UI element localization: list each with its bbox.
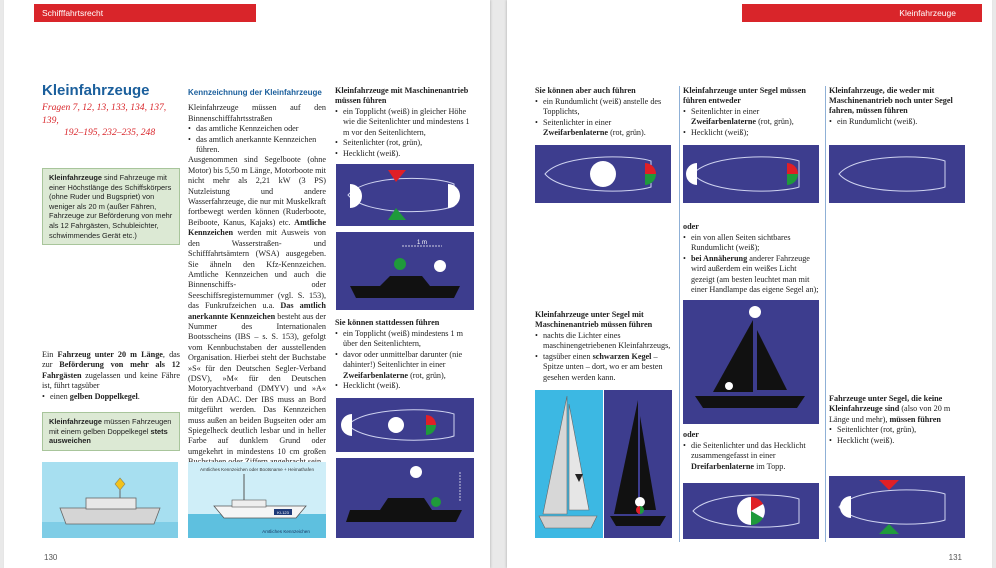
green-side-light [431,497,441,507]
definition-lead: Kleinfahrzeuge [49,173,102,182]
nosail-bullet: • ein Rundumlicht (weiß). [829,117,969,127]
bicolor-red-sector [426,415,436,425]
motorboat-sideview-1 [336,232,474,310]
marking-bullet: • das amtlich anerkannte Kennzeichen führen. [188,135,326,156]
bicolor-green-sector [426,425,436,435]
motorboat-sideview-2-svg [336,458,474,538]
boat-silhouette [350,276,460,298]
mainsail [713,320,753,392]
sail-or-bullet [683,254,821,296]
stern-light-sector [840,496,851,518]
large-sail-topview [829,476,965,538]
marking-bold-2: Das amtlich anerkannte Kennzeichen [188,301,326,321]
registration-illustration [188,462,326,538]
sail-heading: Kleinfahrzeuge unter Segel müssen führen entweder [683,86,806,105]
sail-topview-1 [683,145,819,203]
page-number: 130 [44,553,58,562]
yacht-hull [214,506,306,518]
yacht-cabin [232,500,266,507]
day-sailboat [535,390,603,538]
motor-heading: Kleinfahrzeuge mit Maschinenantrieb müssen führen [335,86,469,105]
sail-or-bullet-bold: bei Annäherung [691,253,748,263]
tricolor-bullet-bold: Dreifarbenlaterne [691,461,755,471]
tricolor-topview [683,483,819,539]
motorboat-topview-2 [336,398,474,452]
also-bullet-bold: Zweifarbenlaterne [543,128,609,138]
motorboat-topview-1-svg [336,164,474,226]
hull [695,396,805,408]
white-masthead-light [410,466,422,478]
large-sail-heading-2: müssen führen [889,414,941,424]
also-bullet-pre: Seitenlichter in einer [543,117,612,127]
question-references [42,102,178,139]
allround-topview [535,145,671,203]
ferry-text-3: zugelassen und keine Fähre ist, führt tagsüber [42,370,180,391]
sail-topview-1-svg [683,145,819,203]
large-sail-topview-svg [829,476,965,538]
ferry-bold-2: Beförderung von mehr als 12 Fahrgästen [42,360,180,380]
alt-heading: Sie können stattdessen führen [335,318,440,327]
hand-lamp-light [725,382,733,390]
yield-box [42,412,180,451]
definition-box [42,168,180,245]
marking-body-2: Ausgenommen sind Segelboote (ohne Motor) bis 5,50 m Länge, Motorboote mit nicht mehr als 2,21 kW (3 PS) Nutzleistung und andere Wasserfahrzeuge, die nur mit Muskelkraft fortbewegt werden können (Ruderboote, Beiboote, Kanus, Kajaks) etc. [188,155,326,227]
bicolor-red-sector [787,163,798,174]
ferry-text-1: Ein [42,350,58,359]
motorsail-bullet: • nachts die Lichter eines maschinengetriebenen Kleinfahrzeugs, [535,331,673,352]
night-sailboat [604,390,672,538]
sail-or-column [683,222,821,295]
dimension-label: 1 m [416,240,428,246]
column-divider [825,86,826,542]
motor-bullet: • Hecklicht (weiß). [335,149,473,159]
ferry-bold-1: Fahrzeug unter 20 m Länge [57,350,163,359]
also-heading: Sie können aber auch führen [535,86,636,95]
or-label: oder [683,222,699,231]
masthead-light [388,417,404,433]
portside-red-light [879,480,899,490]
also-column [535,86,673,139]
boat-silhouette [346,498,462,522]
alt-bullet-pre: davor oder unmittelbar darunter (nie dahinter!) Seitenlichter in einer [343,349,463,370]
allround-topview-svg [535,145,671,203]
motorboat-sideview-2 [336,458,474,538]
motor-column [335,86,473,159]
nosail-topview-svg [829,145,965,203]
starboard-green-light [879,524,899,534]
starboard-green-light [388,208,406,220]
ferry-bullet [42,392,180,402]
masthead-light [635,497,645,507]
mainsail [614,400,638,514]
sail-bullet-bold: Zweifarbenlaterne [691,117,757,127]
page-number: 131 [948,553,962,562]
stern-light-sector [686,163,697,185]
left-page [4,0,490,568]
allround-white-light [749,306,761,318]
registration-plate-text: KI-123 [277,509,289,515]
motorsail-heading: Kleinfahrzeuge unter Segel mit Maschinenantrieb müssen führen [535,310,653,329]
ferry-bullet-bold: gelben Doppelkegel [69,391,138,401]
sail-column [683,86,821,138]
hull [610,516,666,526]
motorboat-topview-1 [336,164,474,226]
also-bullet [535,118,673,139]
sail-bullet-pre: Seitenlichter in einer [691,107,760,116]
chapter-title: Kleinfahrzeuge [42,82,150,99]
motorsail-column [535,310,673,383]
hull [60,508,160,524]
masthead-light-sector [350,184,362,208]
night-sailboat-svg [604,390,672,538]
also-bullet-post: (rot, grün). [608,128,646,138]
running-header: Kleinfahrzeuge [742,4,982,22]
sail-or-bullet-post: anderer Fahrzeuge wird außerdem ein weißes Licht gezeigt (am besten leuchtet man mit einer Handlampe das eigene Segel an); [691,253,819,295]
motorsail-bullet-bold: schwarzen Kegel [592,351,652,361]
ferry-bullet-pre: einen [50,391,70,401]
tricolor-bullet-post: im Topp. [754,461,786,471]
alt-bullet-bold: Zweifarbenlaterne [343,370,409,380]
nosail-topview [829,145,965,203]
ferry-text-2: , das zur [42,350,180,370]
or-label: oder [683,430,699,439]
green-side-light [394,258,406,270]
question-references-line-2: 192–195, 232–235, 248 [64,127,156,139]
alt-bullet: • ein Topplicht (weiß) mindestens 1 m über den Seitenlichtern, [335,329,473,350]
jib [569,404,589,510]
tricolor-bullet-pre: die Seitenlichter und das Hecklicht zusammengefasst in einer [691,441,806,461]
large-sail-bullet: • Hecklicht (weiß). [829,436,969,446]
large-sail-note: (also von 20 m Länge und mehr), [829,404,951,424]
hull-outline [348,178,454,211]
bicolor-green-sector [645,174,656,185]
motor-bullet: • Seitenlichter (rot, grün), [335,138,473,148]
large-sail-bullet: • Seitenlichter (rot, grün), [829,425,969,435]
marking-body-4: besteht aus der Nummer des Internationalen Bootsscheins (IBS – s. S. 153), gefolgt vom Kennbuchstaben der ausstellenden Organisation. Hierbei steht der Buchstabe »S« für den Deutschen Segler-Verband (DSV), »M« für den Deutschen Motoryachtverband (DMYV) und »A« für den ADAC. Der IBS muss an Bord mitgeführt werden. Das Kennzeichen muss außen an beiden Bugseiten oder am Spiegelheck deutlich lesbar und in heller Farbe auf dunklem Grund oder umgekehrt in mindestens 10 cm großen [188,311,326,456]
water [42,522,178,538]
large-sail-column [829,394,969,446]
sail-lantern-svg [683,300,819,424]
alt-bullet-post: (rot, grün), [408,370,446,380]
alt-bullet: • Hecklicht (weiß). [335,381,473,391]
motorsail-bullet-post: – Spitze unten – dort, wo er am besten gesehen werden kann. [543,351,663,382]
marking-bold-1: Amtliche Kennzeichen [188,217,326,238]
large-sail-heading-1: Fahrzeuge unter Segel, die keine Kleinfahrzeuge sind [829,394,943,414]
jib [757,330,787,390]
marking-body [188,155,326,467]
definition-text: sind Fahrzeuge mit einer Höchstlänge des Schiffskörpers (ohne Ruder und Bugspriet) von weniger als 20 m (außer Fähren, Fahrzeuge zur Beförderung von mehr als 12 Fahrgästen, Schubleichter, schwimmendes Gerät etc.) [49,173,173,240]
passenger-boat-illustration [42,462,178,538]
tricolor-column [683,430,821,472]
nosail-column [829,86,969,127]
yellow-double-cone-icon [115,478,125,490]
day-sailboat-svg [535,390,603,538]
yield-text: müssen Fahrzeugen mit einem gelben Doppelkegel [49,417,172,436]
sail-bullet-post: (rot, grün), [756,117,794,127]
registration-svg [188,462,326,538]
motorboat-sideview-1-svg [336,232,474,310]
column-divider [679,86,680,542]
marking-intro: Kleinfahrzeuge müssen auf den Binnenschifffahrtsstraßen [188,103,326,123]
alt-bullet [335,350,473,381]
ferry-text [42,350,180,392]
motorsail-bullet-pre: tagsüber einen [543,351,593,361]
stern-light-sector [448,184,460,208]
question-references-line-1: Fragen 7, 12, 13, 133, 134, 137, 139, [42,102,167,126]
bicolor-green-sector [787,174,798,185]
also-bullet: • ein Rundumlicht (weiß) anstelle des Topplichts, [535,97,673,118]
hull [539,516,597,528]
tricolor-bullet [683,441,821,472]
cabin [86,498,136,509]
ferry-paragraph [42,350,180,402]
stern-light-sector [341,414,352,436]
sail-lantern-illustration [683,300,819,424]
bicolor-red-sector [645,163,656,174]
large-sail-heading [829,394,969,425]
allround-white-light [590,161,616,187]
hull-outline [693,157,799,191]
caption-bottom: Amtliches Kennzeichen [262,529,310,534]
marking-body-3: werden mit Ausweis von den Wasserstraßen- und Schifffahrtsämtern (WSA) ausgegeben. Sie ähneln den Kfz-Kennzeichen. Amtliche Kennzeichen und auch die Binnenschiffs- oder Seeschiffsregisternummer (vgl. S. 153), das Funkrufzeichen u.a. [188,228,326,311]
yield-lead: Kleinfahrzeuge [49,417,102,426]
alt-column [335,318,473,391]
motorsail-bullet [535,352,673,383]
tricolor-white-sector [737,497,751,525]
mainsail [543,396,567,514]
motor-bullet: • ein Topplicht (weiß) in gleicher Höhe wie die Seitenlichter und mindestens 1 m vor den Seitenlichtern, [335,107,473,138]
chapter-column [42,82,178,140]
running-header: Schifffahrtsrecht [34,4,256,22]
marking-column [188,88,326,468]
motorboat-topview-2-svg [336,398,474,452]
tricolor-topview-svg [683,483,819,539]
sail-bullet: • Hecklicht (weiß); [683,128,821,138]
portside-red-light [388,170,406,182]
jib [640,416,656,510]
sail-or-bullet: • ein von allen Seiten sichtbares Rundumlicht (weiß); [683,233,821,254]
white-masthead-light [434,260,446,272]
right-page [507,0,992,568]
yield-bold: stets ausweichen [49,426,168,446]
sail-bullet [683,107,821,128]
marking-bullet: • das amtliche Kennzeichen oder [188,124,326,134]
ferry-bullet-post: . [137,391,140,401]
passenger-boat-svg [42,462,178,538]
caption-top: Amtliches Kennzeichen oder Bootsname + Heimathafen [199,467,315,472]
hull-outline [839,157,945,191]
nosail-heading: Kleinfahrzeuge, die weder mit Maschinenantrieb noch unter Segel fahren, müssen führen [829,86,953,115]
marking-heading: Kennzeichnung der Kleinfahrzeuge [188,88,322,97]
hull-outline [839,490,945,524]
